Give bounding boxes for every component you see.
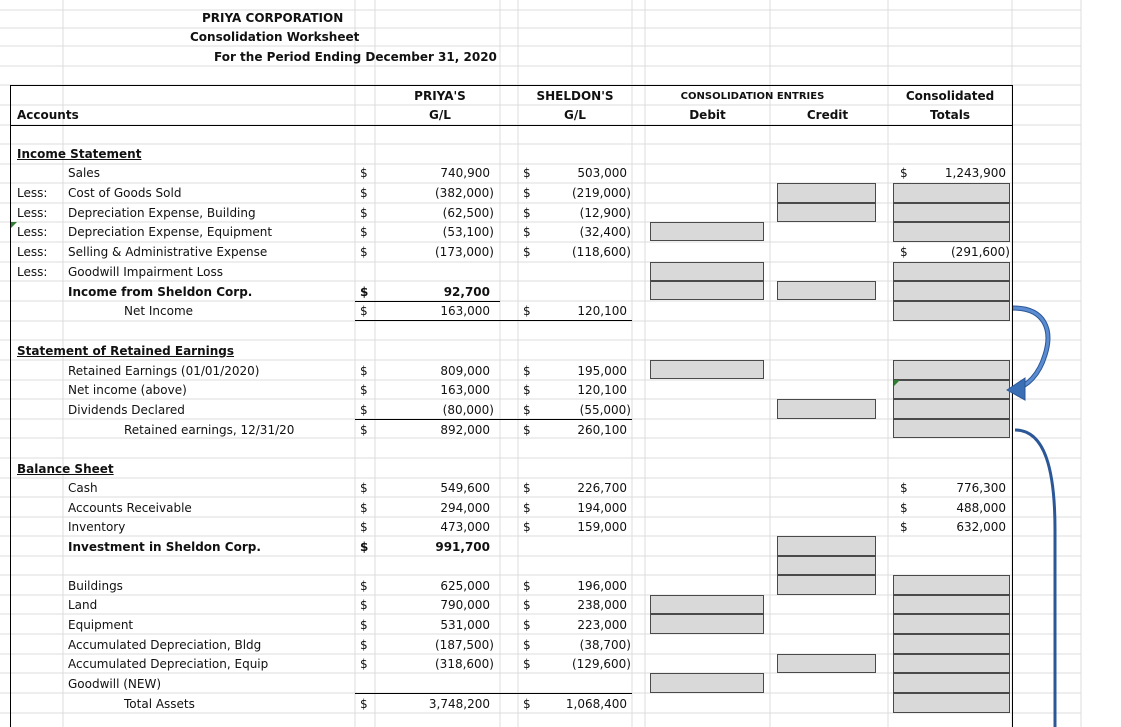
consolidated-input-cell[interactable] [893,399,1010,419]
consolidated-input-cell[interactable] [893,634,1010,654]
dollar-sign: $ [523,598,531,612]
row-label-equipment: Equipment [68,618,134,632]
priya-value: 92,700 [443,285,490,299]
consolidated-input-cell[interactable] [893,614,1010,634]
row-label-land: Land [68,598,98,612]
dollar-sign: $ [900,520,908,534]
row-label-net-income-above: Net income (above) [68,383,187,397]
priya-value: 809,000 [440,364,490,378]
arrow-head-icon [1007,378,1025,400]
row-prefix-less: Less: [17,265,48,279]
row-label-cogs: Cost of Goods Sold [68,186,182,200]
priya-value: 3,748,200 [428,697,490,711]
consolidation-entries-header: CONSOLIDATION ENTRIES [680,91,825,102]
row-label-goodwill-impairment: Goodwill Impairment Loss [68,265,224,279]
sheldon-value: 194,000 [577,501,627,515]
dollar-sign: $ [523,618,531,632]
dollar-sign: $ [360,423,368,437]
credit-input-cell[interactable] [777,575,876,595]
priya-value: 163,000 [440,383,490,397]
dollar-sign: $ [360,520,368,534]
dollar-sign: $ [523,638,531,652]
sheldon-value: 1,068,400 [565,697,627,711]
total-assets-rule [355,693,632,694]
dollar-sign: $ [523,304,531,318]
curved-arrow-icon [1013,308,1048,388]
dollar-sign: $ [523,403,531,417]
consolidated-input-cell[interactable] [893,693,1010,713]
consolidated-value: (291,600) [951,245,1010,259]
credit-header: Credit [806,108,849,122]
sheldon-value: (38,700) [579,638,631,652]
dollar-sign: $ [360,245,368,259]
dollar-sign: $ [360,501,368,515]
dollar-sign: $ [523,225,531,239]
dollar-sign: $ [360,697,368,711]
row-label-dep-equipment: Depreciation Expense, Equipment [68,225,273,239]
row-prefix-less: Less: [17,186,48,200]
row-label-income-from-sheldon: Income from Sheldon Corp. [68,285,253,299]
credit-input-cell[interactable] [777,399,876,419]
dollar-sign: $ [360,225,368,239]
consolidated-input-cell[interactable] [893,203,1010,222]
retained-earnings-heading: Statement of Retained Earnings [17,344,235,358]
consolidated-header-totals: Totals [930,108,970,122]
dollar-sign: $ [523,245,531,259]
row-prefix-less: Less: [17,225,48,239]
priya-value: 294,000 [440,501,490,515]
dollar-sign: $ [360,364,368,378]
priya-value: (80,000) [442,403,494,417]
sheldon-value: (55,000) [579,403,631,417]
dollar-sign: $ [523,520,531,534]
consolidated-input-cell[interactable] [893,380,1010,399]
dollar-sign: $ [360,304,368,318]
credit-input-cell[interactable] [777,536,876,556]
row-label-inventory: Inventory [68,520,126,534]
debit-input-cell[interactable] [650,673,764,693]
consolidated-value: 632,000 [956,520,1006,534]
credit-input-cell[interactable] [777,281,876,300]
period-title: For the Period Ending December 31, 2020 [214,50,497,64]
dollar-sign: $ [360,540,369,554]
priya-value: (53,100) [442,225,494,239]
debit-input-cell[interactable] [650,614,764,634]
dollar-sign: $ [360,166,368,180]
comment-indicator-icon [894,380,901,387]
priya-value: (62,500) [442,206,494,220]
dollar-sign: $ [360,206,368,220]
worksheet-title: Consolidation Worksheet [190,30,360,44]
row-label-goodwill-new: Goodwill (NEW) [68,677,162,691]
row-label-re-beginning: Retained Earnings (01/01/2020) [68,364,260,378]
consolidated-input-cell[interactable] [893,654,1010,673]
sheldon-value: 195,000 [577,364,627,378]
row-label-accum-dep-equip: Accumulated Depreciation, Equip [68,657,269,671]
row-label-selling-admin: Selling & Administrative Expense [68,245,268,259]
credit-input-cell[interactable] [777,556,876,575]
income-statement-heading: Income Statement [17,147,142,161]
sheldon-value: (12,900) [579,206,631,220]
priya-value: (318,600) [435,657,494,671]
dollar-sign: $ [360,598,368,612]
sheldon-value: (118,600) [572,245,631,259]
credit-input-cell[interactable] [777,203,876,222]
priya-header: PRIYA'S [414,89,466,103]
priya-value: (187,500) [435,638,494,652]
sheldon-value: 159,000 [577,520,627,534]
debit-input-cell[interactable] [650,360,764,379]
row-label-net-income: Net Income [124,304,194,318]
consolidated-input-cell[interactable] [893,673,1010,693]
dollar-sign: $ [523,697,531,711]
sheldon-value: 120,100 [577,304,627,318]
consolidated-value: 1,243,900 [944,166,1006,180]
header-bottom-border [10,125,1013,126]
row-label-re-ending: Retained earnings, 12/31/20 [124,423,295,437]
table-top-border [10,85,1013,86]
debit-header: Debit [689,108,726,122]
balance-sheet-heading: Balance Sheet [17,462,114,476]
row-label-dividends: Dividends Declared [68,403,185,417]
consolidated-input-cell[interactable] [893,575,1010,595]
priya-value: 531,000 [440,618,490,632]
dollar-sign: $ [523,383,531,397]
sheldon-header: SHELDON'S [536,89,614,103]
accounts-header: Accounts [17,108,79,122]
row-label-sales: Sales [68,166,100,180]
dollar-sign: $ [900,245,908,259]
sheldon-value: 503,000 [577,166,627,180]
row-label-buildings: Buildings [68,579,123,593]
dollar-sign: $ [360,579,368,593]
consolidated-value: 776,300 [956,481,1006,495]
consolidated-header: Consolidated [905,89,995,103]
credit-input-cell[interactable] [777,654,876,673]
comment-indicator-icon [11,222,18,229]
dollar-sign: $ [523,166,531,180]
net-income-rule [355,320,632,321]
debit-input-cell[interactable] [650,595,764,614]
table-left-border [10,85,11,727]
consolidated-input-cell[interactable] [893,222,1010,242]
dollar-sign: $ [360,285,369,299]
dollar-sign: $ [523,657,531,671]
consolidated-input-cell[interactable] [893,595,1010,614]
row-label-investment-in-sheldon: Investment in Sheldon Corp. [68,540,261,554]
curved-arrow-icon [1015,430,1055,727]
credit-input-cell[interactable] [777,183,876,203]
row-label-total-assets: Total Assets [124,697,195,711]
sheldon-value: (32,400) [579,225,631,239]
dollar-sign: $ [523,206,531,220]
consolidated-input-cell[interactable] [893,419,1010,438]
sheldon-value: 196,000 [577,579,627,593]
priya-value: 549,600 [440,481,490,495]
consolidated-input-cell[interactable] [893,301,1010,321]
sheldon-header-gl: G/L [564,108,586,122]
debit-input-cell[interactable] [650,222,764,241]
sheldon-value: 260,100 [577,423,627,437]
priya-value: 473,000 [440,520,490,534]
row-label-accum-dep-bldg: Accumulated Depreciation, Bldg [68,638,262,652]
sheldon-value: 226,700 [577,481,627,495]
row-label-accounts-receivable: Accounts Receivable [68,501,192,515]
priya-value: 790,000 [440,598,490,612]
dollar-sign: $ [523,481,531,495]
consolidated-input-cell[interactable] [893,281,1010,301]
dollar-sign: $ [523,579,531,593]
consolidated-input-cell[interactable] [893,262,1010,281]
debit-input-cell[interactable] [650,262,764,281]
dollar-sign: $ [523,501,531,515]
dollar-sign: $ [900,166,908,180]
row-prefix-less: Less: [17,245,48,259]
sheldon-value: 223,000 [577,618,627,632]
row-prefix-less: Less: [17,206,48,220]
priya-value: 892,000 [440,423,490,437]
priya-value: (173,000) [435,245,494,259]
row-label-dep-building: Depreciation Expense, Building [68,206,256,220]
flow-arrows [1005,300,1121,727]
sheldon-value: 120,100 [577,383,627,397]
consolidated-value: 488,000 [956,501,1006,515]
debit-input-cell[interactable] [650,281,764,300]
dollar-sign: $ [900,481,908,495]
priya-value: 163,000 [440,304,490,318]
priya-value: 991,700 [435,540,490,554]
dollar-sign: $ [523,364,531,378]
consolidated-input-cell[interactable] [893,183,1010,203]
dollar-sign: $ [360,618,368,632]
dollar-sign: $ [360,383,368,397]
dollar-sign: $ [900,501,908,515]
consolidated-input-cell[interactable] [893,360,1010,380]
row-label-cash: Cash [68,481,98,495]
priya-value: (382,000) [435,186,494,200]
net-income-rule [355,301,500,302]
retained-earnings-rule [355,419,632,420]
sheldon-value: (129,600) [572,657,631,671]
priya-value: 740,900 [440,166,490,180]
sheldon-value: 238,000 [577,598,627,612]
sheldon-value: (219,000) [572,186,631,200]
priya-header-gl: G/L [429,108,451,122]
priya-value: 625,000 [440,579,490,593]
dollar-sign: $ [523,423,531,437]
company-name: PRIYA CORPORATION [202,11,344,25]
dollar-sign: $ [360,638,368,652]
dollar-sign: $ [360,481,368,495]
dollar-sign: $ [360,186,368,200]
dollar-sign: $ [360,657,368,671]
dollar-sign: $ [360,403,368,417]
dollar-sign: $ [523,186,531,200]
